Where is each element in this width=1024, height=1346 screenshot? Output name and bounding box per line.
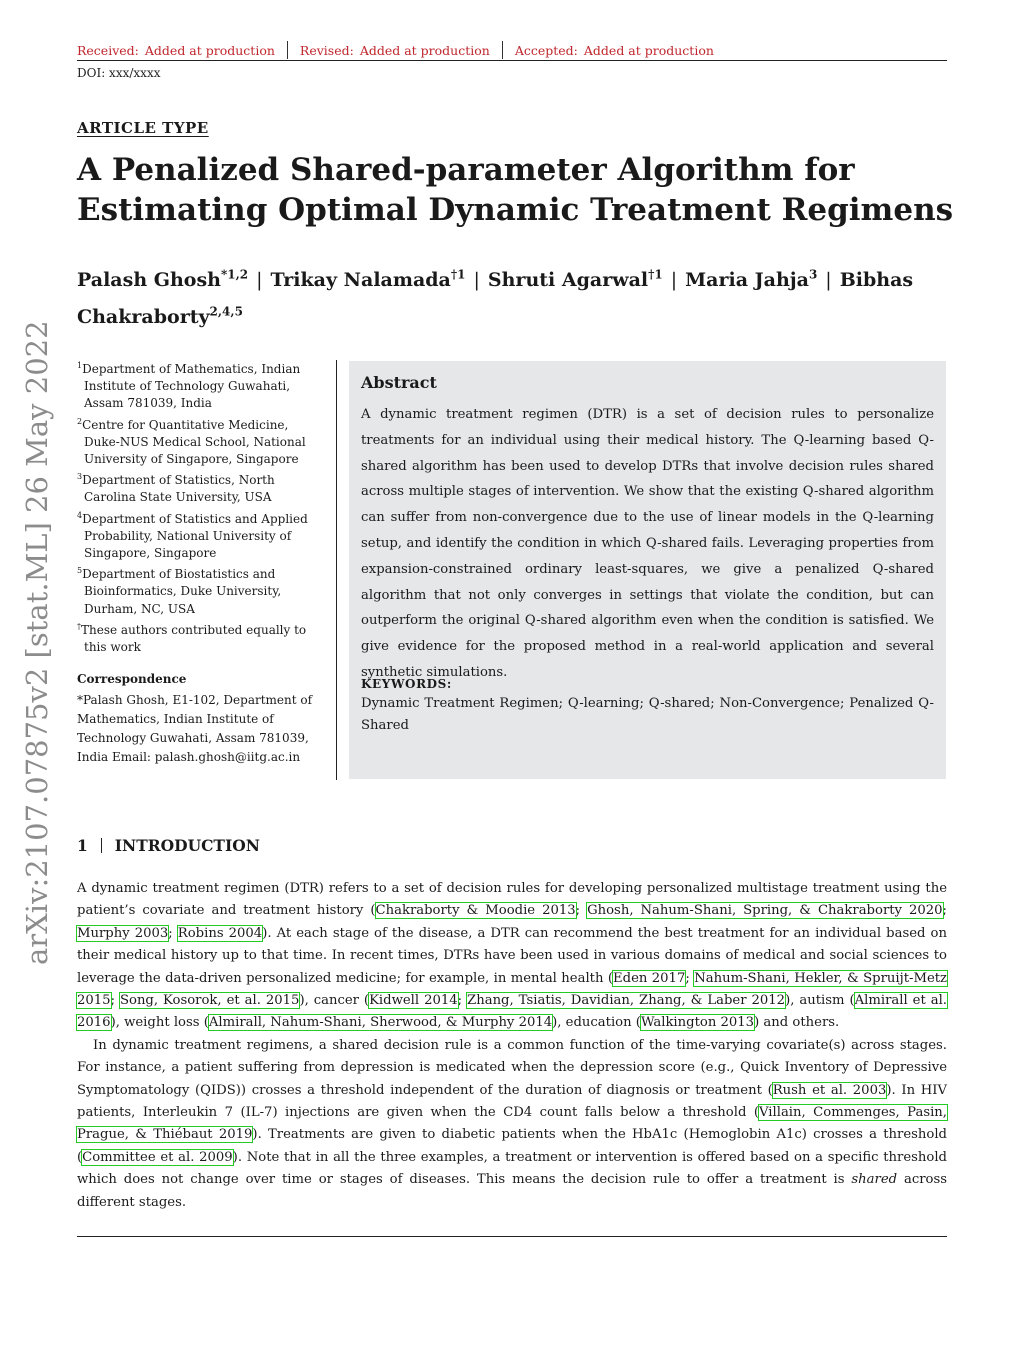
column-divider: [336, 360, 337, 780]
divider: [502, 41, 503, 59]
citation-link[interactable]: Zhang, Tsiatis, Davidian, Zhang, & Laber 2012: [467, 993, 786, 1009]
citation-link[interactable]: Ghosh, Nahum-Shani, Spring, & Chakraborty 2020: [587, 903, 943, 919]
citation-link[interactable]: Almirall, Nahum-Shani, Sherwood, & Murphy 2014: [208, 1015, 553, 1031]
received-value: Added at production: [144, 42, 275, 58]
author: Palash Ghosh$^{*1,2}$: [77, 268, 249, 292]
affiliations-column: [77, 357, 317, 767]
affiliation: $^3$Department of Statistics, North Carolina State University, USA: [77, 472, 275, 505]
section-heading: [77, 836, 260, 855]
publication-dates: [77, 41, 947, 59]
affiliation: $^1$Department of Mathematics, Indian Institute of Technology Guwahati, Assam 781039, India: [77, 361, 301, 411]
citation-link[interactable]: Eden 2017: [613, 970, 686, 986]
divider: [287, 41, 288, 59]
section-title: INTRODUCTION: [114, 836, 260, 855]
paper-title: A Penalized Shared-parameter Algorithm for Estimating Optimal Dynamic Treatment Regimens: [77, 152, 954, 228]
author: Trikay Nalamada$^{\dagger 1}$: [270, 268, 466, 292]
keywords-text: Dynamic Treatment Regimen; Q-learning; Q-shared; Non-Convergence; Penalized Q-Shared: [361, 696, 934, 733]
citation-link[interactable]: Chakraborty & Moodie 2013: [375, 903, 576, 919]
accepted-label: Accepted:: [514, 42, 578, 58]
citation-link[interactable]: Walkington 2013: [640, 1015, 755, 1031]
citation-link[interactable]: Rush et al. 2003: [772, 1082, 887, 1098]
citation-link[interactable]: Villain, Commenges, Pasin, Prague, & Thiébaut 2019: [77, 1105, 947, 1143]
revised-value: Added at production: [359, 42, 490, 58]
author-list: Palash Ghosh$^{*1,2}$ | Trikay Nalamada$^{\dagger 1}$ | Shruti Agarwal$^{\dagger 1}$ | Maria Jahja$^3$ | Bibhas Chakraborty$^{2,4,5}$: [77, 268, 914, 328]
emphasis: shared: [851, 1172, 898, 1188]
introduction-body: [77, 878, 947, 1214]
affiliation: $^2$Centre for Quantitative Medicine, Duke-NUS Medical School, National University of Singapore, Singapore: [77, 416, 306, 467]
author: Bibhas Chakraborty$^{2,4,5}$: [77, 269, 914, 328]
correspondence-heading: Correspondence: [77, 672, 187, 687]
author: Shruti Agarwal$^{\dagger 1}$: [487, 268, 663, 292]
paragraph: In dynamic treatment regimens, a shared decision rule is a common function of the time-varying covariate(s) across stages. For instance, a patient suffering from depression is medicated when the depression score (e.g., Quick Inventory of Depressive Symptomatology (QIDS)) crosses a threshold independent of the duration of diagnosis or treatment (Rush et al. 2003). In HIV patients, Interleukin 7 (IL-7) injections are given when the CD4 count falls below a threshold (Villain, Commenges, Pasin, Prague, & Thiébaut 2019). Treatments are given to diabetic patients when the HbA1c (Hemoglobin A1c) crosses a threshold (Committee et al. 2009). Note that in all the three examples, a treatment or intervention is offered based on a specific threshold which does not change over time or stages of diseases. This means the decision rule to offer a treatment is shared across different stages.: [77, 1037, 948, 1210]
correspondence-text: *Palash Ghosh, E1-102, Department of Mathematics, Indian Institute of Technology Guwahati, Assam 781039, India Email: palash.ghosh@iitg.ac.in: [77, 693, 313, 765]
citation-link[interactable]: Robins 2004: [177, 925, 263, 941]
doi: DOI: xxx/xxxx: [77, 66, 161, 80]
paragraph: A dynamic treatment regimen (DTR) refers to a set of decision rules for developing personalized multistage treatment using the patient’s covariate and treatment history (Chakraborty & Moodie 2013; Ghosh, Nahum-Shani, Spring, & Chakraborty 2020; Murphy 2003; Robins 2004). At each stage of the disease, a DTR can recommend the best treatment for an individual based on their medical history up to that time. In recent times, DTRs have been used in various domains of medical and social sciences to leverage the data-driven personalized medicine; for example, in mental health (Eden 2017; Nahum-Shani, Hekler, & Spruijt-Metz 2015; Song, Kosorok, et al. 2015), cancer (Kidwell 2014; Zhang, Tsiatis, Davidian, Zhang, & Laber 2012), autism (Almirall et al. 2016), weight loss (Almirall, Nahum-Shani, Sherwood, & Murphy 2014), education (Walkington 2013) and others.: [77, 881, 948, 1031]
header-rule: [77, 60, 947, 61]
accepted-value: Added at production: [583, 42, 714, 58]
divider: [101, 838, 102, 853]
section-number: 1: [77, 836, 88, 855]
citation-link[interactable]: Committee et al. 2009: [82, 1149, 233, 1165]
citation-link[interactable]: Kidwell 2014: [369, 993, 458, 1009]
received-label: Received:: [77, 42, 139, 58]
affiliation: $^5$Department of Biostatistics and Bioinformatics, Duke University, Durham, NC, USA: [77, 566, 282, 616]
citation-link[interactable]: Murphy 2003: [77, 925, 169, 941]
footer-rule: [77, 1236, 947, 1237]
affiliation-note: †These authors contributed equally to this work: [77, 621, 307, 655]
author: Maria Jahja$^3$: [685, 268, 818, 292]
citation-link[interactable]: Song, Kosorok, et al. 2015: [119, 993, 300, 1009]
abstract-heading: Abstract: [361, 373, 437, 392]
revised-label: Revised:: [299, 42, 354, 58]
keywords-heading: KEYWORDS:: [361, 677, 452, 691]
citation-link[interactable]: Nahum-Shani, Hekler, & Spruijt-Metz 2015: [77, 970, 948, 1009]
arxiv-identifier: arXiv:2107.07875v2 [stat.ML] 26 May 2022: [20, 320, 54, 965]
citation-link[interactable]: Almirall et al. 2016: [77, 993, 947, 1031]
abstract-text: A dynamic treatment regimen (DTR) is a set of decision rules to personalize treatments for an individual using their medical history. The Q-learning based Q-shared algorithm has been used to develop DTRs that involve decision rules shared across multiple stages of intervention. We show that the existing Q-shared algorithm can suffer from non-convergence due to the use of linear models in the Q-learning setup, and identify the condition in which Q-shared fails. Leveraging properties from expansion-constrained ordinary least-squares, we give a penalized Q-shared algorithm that not only converges in settings that violate the condition, but can outperform the original Q-shared algorithm even when the condition is satisfied. We give evidence for the proposed method in a real-world application and several synthetic simulations.: [361, 407, 934, 680]
affiliation: $^4$Department of Statistics and Applied Probability, National University of Singapore, Singapore: [77, 510, 308, 561]
article-type: ARTICLE TYPE: [77, 119, 209, 137]
